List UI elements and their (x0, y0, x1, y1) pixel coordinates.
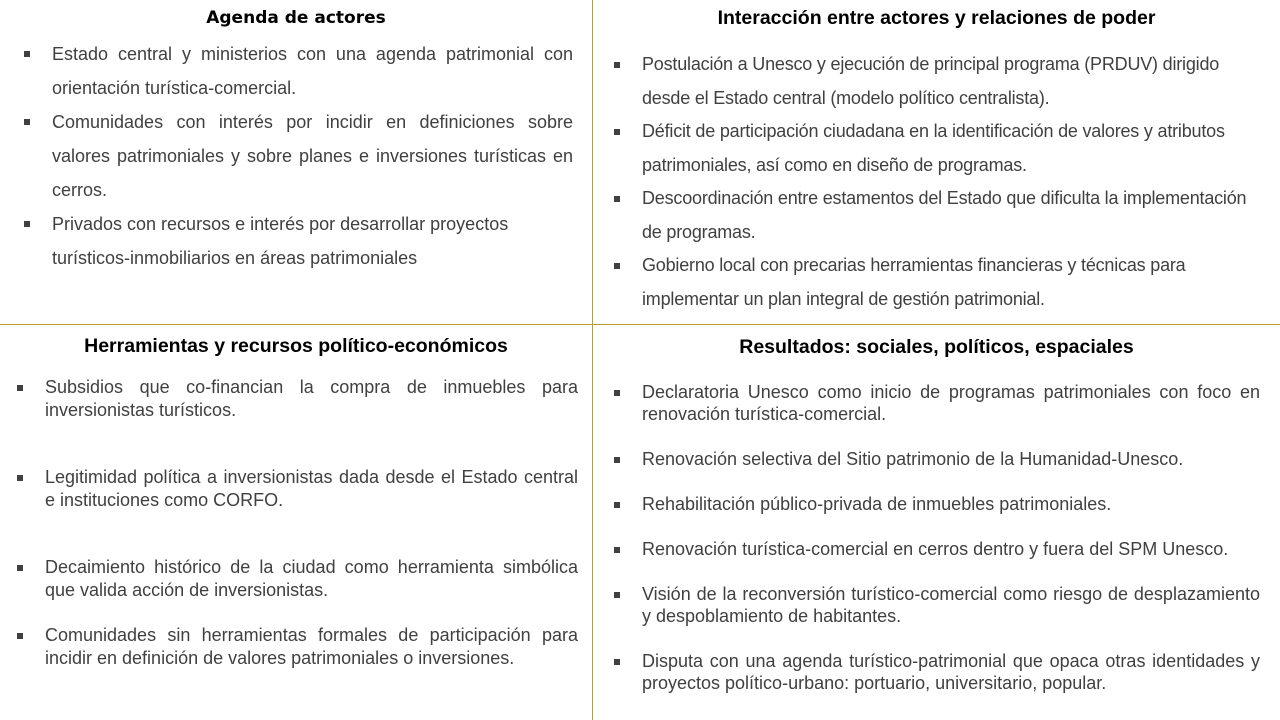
list-item-text: Estado central y ministerios con una agenda patrimonial con orientación turística-comercial. (52, 44, 573, 98)
interaccion-list (642, 48, 1267, 316)
list-item (45, 556, 578, 602)
herramientas-title: Herramientas y recursos político-económicos (84, 335, 508, 357)
agenda-actores-list (52, 37, 573, 275)
list-item (642, 448, 1260, 470)
square-bullet-icon (614, 502, 620, 508)
agenda-actores-title: Agenda de actores (206, 8, 386, 28)
list-item (642, 249, 1267, 316)
list-item-text: Subsidios que co-financian la compra de inmuebles para inversionistas turísticos. (45, 377, 578, 420)
list-item (642, 115, 1267, 182)
list-item (642, 650, 1260, 694)
agenda-actores-quadrant (0, 0, 592, 324)
list-item-text: Comunidades sin herramientas formales de participación para incidir en definición de valores patrimoniales o inversiones. (45, 625, 578, 668)
resultados-quadrant (593, 325, 1280, 720)
list-item-text: Gobierno local con precarias herramientas financieras y técnicas para implementar un plan integral de gestión patrimonial. (642, 255, 1186, 309)
square-bullet-icon (614, 196, 620, 202)
resultados-list (642, 381, 1260, 717)
list-item-text: Legitimidad política a inversionistas dada desde el Estado central e instituciones como CORFO. (45, 467, 578, 510)
list-item (45, 376, 578, 422)
square-bullet-icon (614, 457, 620, 463)
list-item-text: Visión de la reconversión turístico-comercial como riesgo de desplazamiento y despoblamiento de habitantes. (642, 584, 1260, 626)
square-bullet-icon (614, 62, 620, 68)
square-bullet-icon (614, 659, 620, 665)
list-item-text: Privados con recursos e interés por desarrollar proyectos turísticos-inmobiliarios en áreas patrimoniales (52, 214, 509, 268)
square-bullet-icon (614, 263, 620, 269)
list-item (642, 182, 1267, 249)
list-item-text: Rehabilitación público-privada de inmuebles patrimoniales. (642, 494, 1112, 514)
list-item (45, 624, 578, 670)
square-bullet-icon (17, 475, 23, 481)
list-item (45, 466, 578, 512)
list-item (642, 493, 1260, 515)
interaccion-title: Interacción entre actores y relaciones de poder (717, 7, 1156, 29)
list-item-text: Decaimiento histórico de la ciudad como herramienta simbólica que valida acción de inversionistas. (45, 557, 578, 600)
square-bullet-icon (17, 633, 23, 639)
list-item (52, 207, 573, 275)
square-bullet-icon (614, 390, 620, 396)
interaccion-quadrant (593, 0, 1280, 324)
list-item (52, 105, 573, 207)
herramientas-list (45, 376, 578, 670)
list-item-text: Comunidades con interés por incidir en definiciones sobre valores patrimoniales y sobre planes e inversiones turísticas en cerros. (52, 112, 573, 200)
list-item (52, 37, 573, 105)
list-item (642, 583, 1260, 627)
list-item-text: Descoordinación entre estamentos del Estado que dificulta la implementación de programas. (642, 188, 1247, 242)
list-item (642, 48, 1267, 115)
square-bullet-icon (17, 385, 23, 391)
square-bullet-icon (614, 129, 620, 135)
square-bullet-icon (24, 119, 30, 125)
list-item-text: Renovación turística-comercial en cerros dentro y fuera del SPM Unesco. (642, 539, 1229, 559)
list-item-text: Declaratoria Unesco como inicio de programas patrimoniales con foco en renovación turística-comercial. (642, 382, 1260, 424)
list-item-text: Disputa con una agenda turístico-patrimonial que opaca otras identidades y proyectos político-urbano: portuario, universitario, popular. (642, 651, 1260, 693)
list-item-text: Postulación a Unesco y ejecución de principal programa (PRDUV) dirigido desde el Estado central (modelo político centralista). (642, 54, 1220, 108)
list-item (642, 538, 1260, 560)
resultados-title: Resultados: sociales, políticos, espaciales (739, 336, 1134, 358)
list-item-text: Renovación selectiva del Sitio patrimonio de la Humanidad-Unesco. (642, 449, 1184, 469)
list-item (642, 381, 1260, 425)
square-bullet-icon (24, 221, 30, 227)
square-bullet-icon (614, 592, 620, 598)
square-bullet-icon (614, 547, 620, 553)
list-item-text: Déficit de participación ciudadana en la identificación de valores y atributos patrimoniales, así como en diseño de programas. (642, 121, 1225, 175)
square-bullet-icon (17, 565, 23, 571)
square-bullet-icon (24, 51, 30, 57)
herramientas-quadrant (0, 325, 592, 720)
